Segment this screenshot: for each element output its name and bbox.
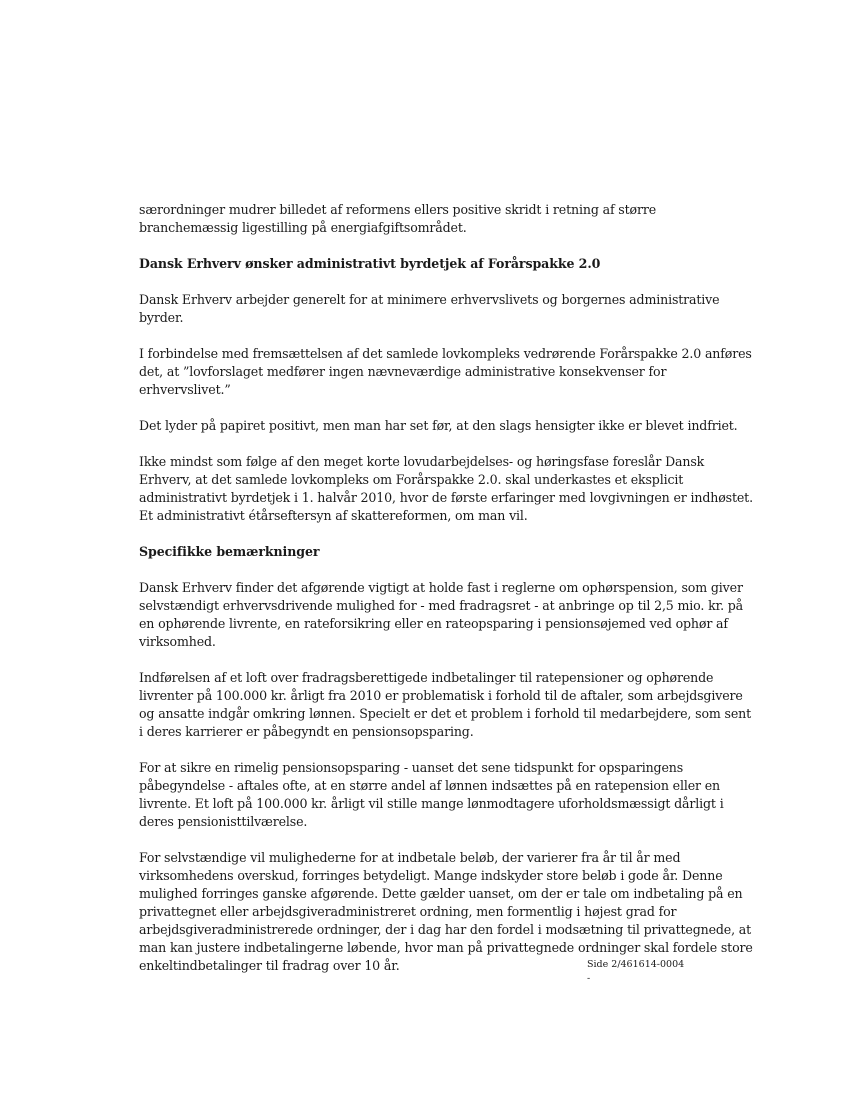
text-line: I forbindelse med fremsættelsen af det samlede lovkompleks vedrørende Forårspakke 2.0 anføres [139, 346, 752, 361]
text-line: privattegnet eller arbejdsgiveradministreret ordning, men formentlig i højest grad for [139, 904, 677, 919]
text-line: i deres karrierer er påbegyndt en pensionsopsparing. [139, 724, 474, 739]
text-line: Ikke mindst som følge af den meget korte lovudarbejdelses- og høringsfase foreslår Dansk [139, 454, 705, 469]
paragraph-self-employed [139, 849, 753, 975]
text-line: virksomhedens overskud, forringes betydeligt. Mange indskyder store beløb i gode år. Denne [139, 868, 723, 883]
text-line: livrenter på 100.000 kr. årligt fra 2010 er problematisk i forhold til de aftaler, som arbejdsgivere [139, 688, 743, 703]
text-line: påbegyndelse - aftales ofte, at en større andel af lønnen indsættes på en ratepension eller en [139, 778, 721, 793]
text-line: branchemæssig ligestilling på energiafgiftsområdet. [139, 220, 467, 235]
paragraph-retirement-pension [139, 579, 744, 651]
text-line: Erhverv, at det samlede lovkompleks om Forårspakke 2.0. skal underkastes et eksplicit [139, 472, 684, 487]
text-line: For selvstændige vil mulighederne for at indbetale beløb, der varierer fra år til år med [139, 850, 681, 865]
paragraph-intentions [139, 417, 738, 435]
text-line: det, at ”lovforslaget medfører ingen nævneværdige administrative konsekvenser for [139, 364, 667, 379]
text-line: en ophørende livrente, en rateforsikring eller en rateopsparing i pensionsøjemed ved ophør af [139, 616, 728, 631]
text-line: administrativt byrdetjek i 1. halvår 2010, hvor de første erfaringer med lovgivningen er indhøstet. [139, 490, 753, 505]
text-line: og ansatte indgår omkring lønnen. Specielt er det et problem i forhold til medarbejdere, som sent [139, 706, 752, 721]
text-line: livrente. Et loft på 100.000 kr. årligt vil stille mange lønmodtagere uforholdsmæssigt dårligt i [139, 796, 724, 811]
text-line: virksomhed. [139, 634, 216, 649]
text-line: erhvervslivet.” [139, 382, 231, 397]
text-line: man kan justere indbetalingerne løbende, hvor man på privattegnede ordninger skal fordele store [139, 940, 753, 955]
page-reference: Side 2/461614-0004 [587, 959, 685, 970]
text-line: arbejdsgiveradministrerede ordninger, der i dag har den fordel i modsætning til privattegnede, at [139, 922, 752, 937]
paragraph-bill-statement [139, 345, 752, 399]
text-line: Et administrativt étårseftersyn af skattereformen, om man vil. [139, 508, 528, 523]
text-line: enkeltindbetalinger til fradrag over 10 år. [139, 958, 400, 973]
text-line: selvstændigt erhvervsdrivende mulighed for - med fradragsret - at anbringe op til 2,5 mio. kr. på [139, 598, 744, 613]
text-line: Dansk Erhverv finder det afgørende vigtigt at holde fast i reglerne om ophørspension, som giver [139, 580, 743, 595]
paragraph-deduction-cap [139, 669, 752, 741]
footer-dash: - [587, 973, 591, 984]
text-line: Det lyder på papiret positivt, men man har set før, at den slags hensigter ikke er blevet indfriet. [139, 418, 738, 433]
text-line: mulighed forringes ganske afgørende. Dette gælder uanset, om der er tale om indbetaling på en [139, 886, 743, 901]
heading-text: Specifikke bemærkninger [139, 544, 320, 559]
text-line: For at sikre en rimelig pensionsopsparing - uanset det sene tidspunkt for opsparingens [139, 760, 684, 775]
paragraph-pension-savings [139, 759, 724, 831]
text-line: Dansk Erhverv arbejder generelt for at minimere erhvervslivets og borgernes administrative [139, 292, 720, 307]
text-line: særordninger mudrer billedet af reformens ellers positive skridt i retning af større [139, 202, 657, 217]
document-body [139, 201, 753, 993]
text-line: byrder. [139, 310, 184, 325]
text-line: deres pensionisttilværelse. [139, 814, 308, 829]
heading-text: Dansk Erhverv ønsker administrativt byrdetjek af Forårspakke 2.0 [139, 256, 601, 271]
page-footer [587, 958, 684, 986]
text-line: Indførelsen af et loft over fradragsberettigede indbetalinger til ratepensioner og ophørende [139, 670, 714, 685]
paragraph-administrative-burdens [139, 291, 724, 327]
paragraph-energy-tax [139, 201, 724, 237]
heading-specific-remarks [139, 543, 724, 561]
heading-administrative-check [139, 255, 724, 273]
paragraph-proposal [139, 453, 753, 525]
